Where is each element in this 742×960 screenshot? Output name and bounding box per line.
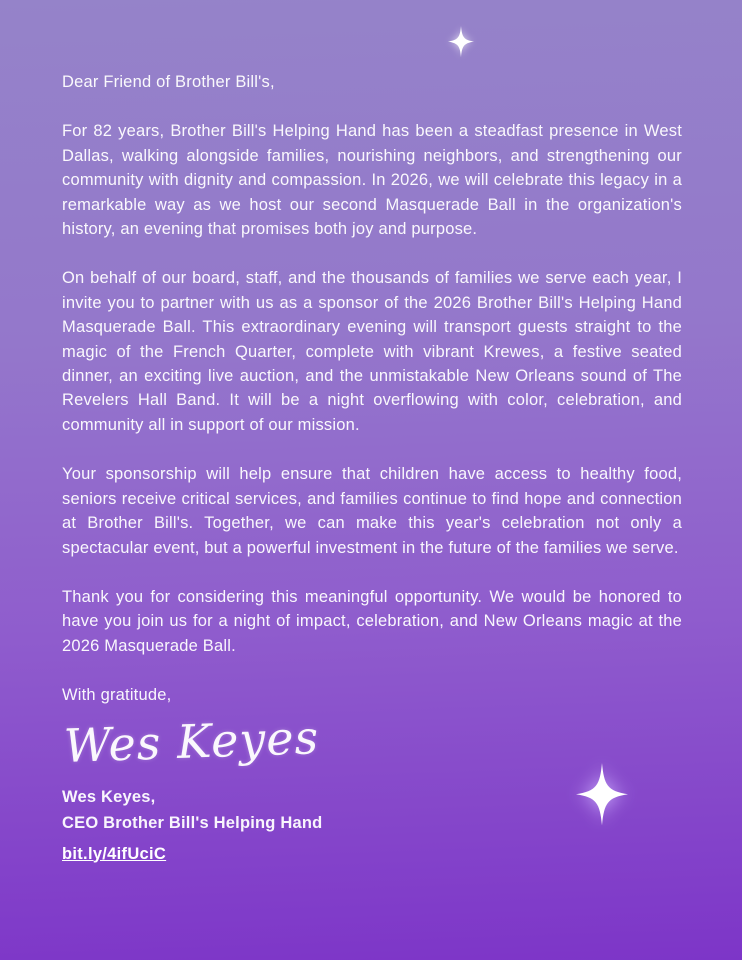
sparkle-icon — [576, 763, 628, 827]
paragraph-thanks: Thank you for considering this meaningful opportunity. We would be honored to have you join us for a night of impact, celebration, and New Orleans magic at the 2026 Masquerade Ball. — [62, 587, 682, 655]
sparkle-icon — [448, 26, 474, 58]
salutation: Dear Friend of Brother Bill's, — [62, 73, 275, 91]
closing-line: With gratitude, — [62, 686, 172, 705]
letter-body — [62, 70, 682, 866]
signer-title: CEO Brother Bill's Helping Hand — [62, 813, 323, 832]
paragraph-invitation: On behalf of our board, staff, and the thousands of families we serve each year, I invite you to partner with us as a sponsor of the 2026 Brother Bill's Helping Hand Masquerade Ball. This extraordinary evening will transport guests straight to the magic of the French Quarter, complete with vibrant Krewes, a festive seated dinner, an exciting live auction, and the unmistakable New Orleans sound of The Revelers Hall Band. It will be a night overflowing with color, celebration, and community all in support of our mission. — [62, 269, 682, 434]
paragraph-history: For 82 years, Brother Bill's Helping Hand has been a steadfast presence in West Dallas, walking alongside families, nourishing neighbors, and strengthening our community with dignity and compassion. In 2026, we will celebrate this legacy in a remarkable way as we host our second Masquerade Ball in the organization's history, an evening that promises both joy and purpose. — [62, 122, 682, 239]
signer-name: Wes Keyes, — [62, 787, 156, 806]
paragraph-impact: Your sponsorship will help ensure that children have access to healthy food, seniors receive critical services, and families continue to find hope and connection at Brother Bill's. Together, we can make this year's celebration not only a spectacular event, but a powerful investment in the future of the families we serve. — [62, 465, 682, 557]
sponsorship-link[interactable]: bit.ly/4ifUciC — [62, 844, 167, 863]
signature-script: Wes Keyes — [63, 709, 320, 773]
